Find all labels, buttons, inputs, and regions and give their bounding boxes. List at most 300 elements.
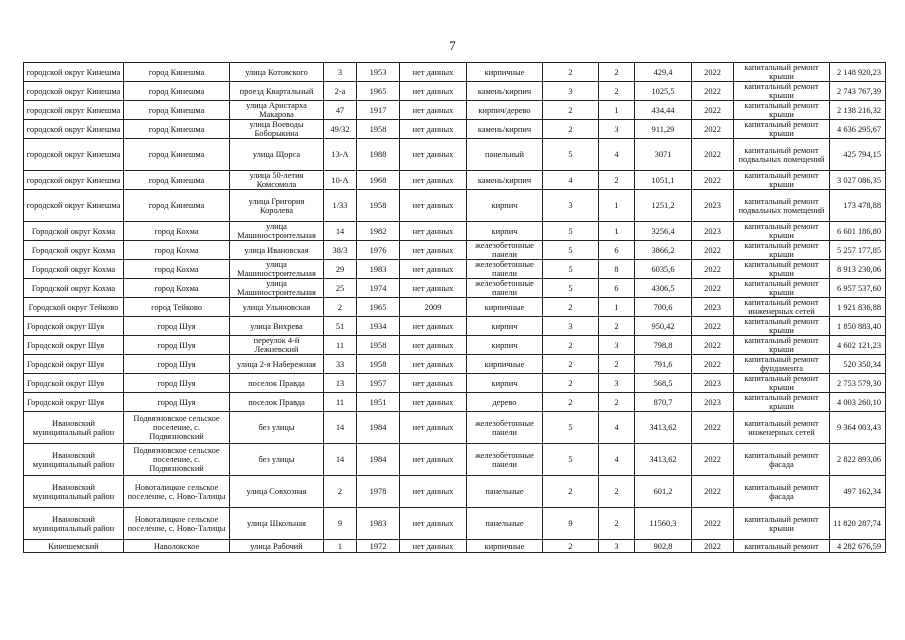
municipality-cell: Городской округ Шуя <box>24 393 124 412</box>
settlement-cell: Наволокское <box>124 540 230 553</box>
build-year-cell: 1983 <box>357 508 400 540</box>
street-cell: улица Ивановская <box>230 241 324 260</box>
work-type-cell: капитальный ремонт крыши <box>734 101 830 120</box>
municipality-cell: Городской округ Кохма <box>24 241 124 260</box>
plan-year-cell: 2022 <box>692 120 734 139</box>
municipality-cell: Городской округ Кохма <box>24 260 124 279</box>
plan-year-cell: 2022 <box>692 540 734 553</box>
street-cell: без улицы <box>230 444 324 476</box>
table-row <box>24 444 886 476</box>
last-repair-year-cell: нет данных <box>400 120 467 139</box>
wall-material-cell: кирпичные <box>467 355 543 374</box>
plan-year-cell: 2022 <box>692 260 734 279</box>
work-type-cell: капитальный ремонт крыши <box>734 171 830 190</box>
wall-material-cell: кирпич/дерево <box>467 101 543 120</box>
street-cell: улица 2-я Набережная <box>230 355 324 374</box>
entrances-cell: 2 <box>599 63 635 82</box>
table-row <box>24 190 886 222</box>
area-cell: 568,5 <box>635 374 692 393</box>
area-cell: 3413,62 <box>635 412 692 444</box>
entrances-cell: 2 <box>599 317 635 336</box>
table-row <box>24 279 886 298</box>
house-number-cell: 13-А <box>324 139 357 171</box>
table-row <box>24 298 886 317</box>
cost-cell: 5 257 177,85 <box>830 241 886 260</box>
entrances-cell: 4 <box>599 444 635 476</box>
settlement-cell: город Шуя <box>124 336 230 355</box>
house-number-cell: 3 <box>324 63 357 82</box>
entrances-cell: 8 <box>599 260 635 279</box>
table-row <box>24 120 886 139</box>
wall-material-cell: кирпич <box>467 374 543 393</box>
street-cell: улица Совхозная <box>230 476 324 508</box>
table-row <box>24 412 886 444</box>
cost-cell: 520 350,34 <box>830 355 886 374</box>
cost-cell: 4 636 295,67 <box>830 120 886 139</box>
floors-cell: 5 <box>543 412 599 444</box>
work-type-cell: капитальный ремонт инженерных сетей <box>734 412 830 444</box>
last-repair-year-cell: нет данных <box>400 101 467 120</box>
work-type-cell: капитальный ремонт подвальных помещений <box>734 139 830 171</box>
floors-cell: 5 <box>543 260 599 279</box>
house-number-cell: 47 <box>324 101 357 120</box>
settlement-cell: город Шуя <box>124 393 230 412</box>
wall-material-cell: железобетонные панели <box>467 444 543 476</box>
area-cell: 3866,2 <box>635 241 692 260</box>
wall-material-cell: камень/кирпич <box>467 82 543 101</box>
cost-cell: 3 027 086,35 <box>830 171 886 190</box>
build-year-cell: 1982 <box>357 222 400 241</box>
house-number-cell: 11 <box>324 336 357 355</box>
wall-material-cell: панельные <box>467 508 543 540</box>
entrances-cell: 1 <box>599 101 635 120</box>
plan-year-cell: 2023 <box>692 393 734 412</box>
area-cell: 3071 <box>635 139 692 171</box>
cost-cell: 2 138 216,32 <box>830 101 886 120</box>
work-type-cell: капитальный ремонт крыши <box>734 317 830 336</box>
build-year-cell: 1968 <box>357 171 400 190</box>
entrances-cell: 3 <box>599 374 635 393</box>
floors-cell: 5 <box>543 279 599 298</box>
municipality-cell: Городской округ Шуя <box>24 317 124 336</box>
repair-table <box>23 62 886 553</box>
municipality-cell: городской округ Кинешма <box>24 63 124 82</box>
area-cell: 6035,6 <box>635 260 692 279</box>
last-repair-year-cell: нет данных <box>400 355 467 374</box>
floors-cell: 9 <box>543 508 599 540</box>
municipality-cell: Ивановский муниципальный район <box>24 444 124 476</box>
wall-material-cell: камень/кирпич <box>467 171 543 190</box>
work-type-cell: капитальный ремонт крыши <box>734 222 830 241</box>
entrances-cell: 6 <box>599 241 635 260</box>
area-cell: 870,7 <box>635 393 692 412</box>
build-year-cell: 1951 <box>357 393 400 412</box>
municipality-cell: Городской округ Шуя <box>24 374 124 393</box>
municipality-cell: городской округ Кинешма <box>24 82 124 101</box>
area-cell: 911,29 <box>635 120 692 139</box>
plan-year-cell: 2023 <box>692 190 734 222</box>
street-cell: улица Котовского <box>230 63 324 82</box>
house-number-cell: 2 <box>324 298 357 317</box>
build-year-cell: 1957 <box>357 374 400 393</box>
work-type-cell: капитальный ремонт крыши <box>734 336 830 355</box>
cost-cell: 9 364 003,43 <box>830 412 886 444</box>
work-type-cell: капитальный ремонт крыши <box>734 393 830 412</box>
municipality-cell: Ивановский муниципальный район <box>24 412 124 444</box>
build-year-cell: 1976 <box>357 241 400 260</box>
floors-cell: 5 <box>543 241 599 260</box>
settlement-cell: город Шуя <box>124 355 230 374</box>
floors-cell: 2 <box>543 355 599 374</box>
settlement-cell: город Кохма <box>124 279 230 298</box>
area-cell: 601,2 <box>635 476 692 508</box>
work-type-cell: капитальный ремонт подвальных помещений <box>734 190 830 222</box>
plan-year-cell: 2022 <box>692 355 734 374</box>
work-type-cell: капитальный ремонт крыши <box>734 374 830 393</box>
build-year-cell: 1988 <box>357 139 400 171</box>
floors-cell: 2 <box>543 63 599 82</box>
house-number-cell: 2 <box>324 476 357 508</box>
build-year-cell: 1983 <box>357 260 400 279</box>
plan-year-cell: 2022 <box>692 412 734 444</box>
plan-year-cell: 2022 <box>692 101 734 120</box>
municipality-cell: Городской округ Кохма <box>24 279 124 298</box>
table-row <box>24 101 886 120</box>
work-type-cell: капитальный ремонт фундамента <box>734 355 830 374</box>
cost-cell: 8 913 230,06 <box>830 260 886 279</box>
plan-year-cell: 2023 <box>692 222 734 241</box>
last-repair-year-cell: нет данных <box>400 279 467 298</box>
house-number-cell: 49/32 <box>324 120 357 139</box>
cost-cell: 173 478,88 <box>830 190 886 222</box>
last-repair-year-cell: нет данных <box>400 540 467 553</box>
table-body <box>24 63 886 553</box>
area-cell: 1051,1 <box>635 171 692 190</box>
build-year-cell: 1953 <box>357 63 400 82</box>
street-cell: улица 50-летия Комсомола <box>230 171 324 190</box>
floors-cell: 2 <box>543 540 599 553</box>
table-row <box>24 171 886 190</box>
entrances-cell: 2 <box>599 82 635 101</box>
cost-cell: 11 820 287,74 <box>830 508 886 540</box>
last-repair-year-cell: 2009 <box>400 298 467 317</box>
settlement-cell: город Кинешма <box>124 63 230 82</box>
cost-cell: 2 822 893,06 <box>830 444 886 476</box>
house-number-cell: 1/33 <box>324 190 357 222</box>
work-type-cell: капитальный ремонт крыши <box>734 279 830 298</box>
area-cell: 429,4 <box>635 63 692 82</box>
plan-year-cell: 2022 <box>692 508 734 540</box>
wall-material-cell: кирпич <box>467 317 543 336</box>
last-repair-year-cell: нет данных <box>400 444 467 476</box>
floors-cell: 4 <box>543 171 599 190</box>
municipality-cell: Городской округ Шуя <box>24 355 124 374</box>
settlement-cell: город Кинешма <box>124 139 230 171</box>
wall-material-cell: кирпичные <box>467 63 543 82</box>
street-cell: улица Рабочий <box>230 540 324 553</box>
house-number-cell: 9 <box>324 508 357 540</box>
last-repair-year-cell: нет данных <box>400 241 467 260</box>
settlement-cell: город Кинешма <box>124 101 230 120</box>
street-cell: улица Машиностроительная <box>230 222 324 241</box>
plan-year-cell: 2022 <box>692 241 734 260</box>
area-cell: 791,6 <box>635 355 692 374</box>
floors-cell: 2 <box>543 120 599 139</box>
wall-material-cell: панельные <box>467 476 543 508</box>
wall-material-cell: кирпич <box>467 222 543 241</box>
municipality-cell: городской округ Кинешма <box>24 101 124 120</box>
work-type-cell: капитальный ремонт <box>734 540 830 553</box>
wall-material-cell: кирпичные <box>467 540 543 553</box>
last-repair-year-cell: нет данных <box>400 171 467 190</box>
area-cell: 1251,2 <box>635 190 692 222</box>
entrances-cell: 2 <box>599 355 635 374</box>
settlement-cell: город Кохма <box>124 222 230 241</box>
floors-cell: 2 <box>543 298 599 317</box>
work-type-cell: капитальный ремонт фасада <box>734 444 830 476</box>
wall-material-cell: железобетонные панели <box>467 241 543 260</box>
last-repair-year-cell: нет данных <box>400 260 467 279</box>
floors-cell: 3 <box>543 82 599 101</box>
settlement-cell: город Кинешма <box>124 171 230 190</box>
house-number-cell: 25 <box>324 279 357 298</box>
floors-cell: 3 <box>543 317 599 336</box>
table-row <box>24 222 886 241</box>
build-year-cell: 1917 <box>357 101 400 120</box>
area-cell: 11560,3 <box>635 508 692 540</box>
last-repair-year-cell: нет данных <box>400 393 467 412</box>
municipality-cell: Ивановский муниципальный район <box>24 508 124 540</box>
build-year-cell: 1972 <box>357 540 400 553</box>
last-repair-year-cell: нет данных <box>400 508 467 540</box>
work-type-cell: капитальный ремонт крыши <box>734 260 830 279</box>
wall-material-cell: кирпич <box>467 190 543 222</box>
floors-cell: 5 <box>543 222 599 241</box>
entrances-cell: 6 <box>599 279 635 298</box>
table-row <box>24 336 886 355</box>
settlement-cell: город Шуя <box>124 317 230 336</box>
work-type-cell: капитальный ремонт крыши <box>734 82 830 101</box>
wall-material-cell: железобетонные панели <box>467 412 543 444</box>
table-row <box>24 139 886 171</box>
build-year-cell: 1965 <box>357 298 400 317</box>
street-cell: улица Воеводы Боборыкина <box>230 120 324 139</box>
area-cell: 798,8 <box>635 336 692 355</box>
house-number-cell: 14 <box>324 222 357 241</box>
wall-material-cell: кирпич <box>467 336 543 355</box>
street-cell: без улицы <box>230 412 324 444</box>
street-cell: улица Машиностроительная <box>230 279 324 298</box>
municipality-cell: городской округ Кинешма <box>24 171 124 190</box>
last-repair-year-cell: нет данных <box>400 139 467 171</box>
area-cell: 700,6 <box>635 298 692 317</box>
floors-cell: 3 <box>543 190 599 222</box>
floors-cell: 5 <box>543 139 599 171</box>
entrances-cell: 2 <box>599 171 635 190</box>
entrances-cell: 2 <box>599 508 635 540</box>
street-cell: улица Григория Королева <box>230 190 324 222</box>
floors-cell: 5 <box>543 444 599 476</box>
settlement-cell: город Тейково <box>124 298 230 317</box>
entrances-cell: 4 <box>599 139 635 171</box>
build-year-cell: 1934 <box>357 317 400 336</box>
entrances-cell: 1 <box>599 190 635 222</box>
cost-cell: 497 162,34 <box>830 476 886 508</box>
street-cell: улица Школьная <box>230 508 324 540</box>
house-number-cell: 38/3 <box>324 241 357 260</box>
settlement-cell: город Кохма <box>124 260 230 279</box>
settlement-cell: город Кинешма <box>124 190 230 222</box>
table-row <box>24 374 886 393</box>
cost-cell: 2 148 920,23 <box>830 63 886 82</box>
street-cell: переулок 4-й Лежневский <box>230 336 324 355</box>
last-repair-year-cell: нет данных <box>400 317 467 336</box>
area-cell: 1025,5 <box>635 82 692 101</box>
floors-cell: 2 <box>543 374 599 393</box>
settlement-cell: город Кинешма <box>124 82 230 101</box>
last-repair-year-cell: нет данных <box>400 412 467 444</box>
floors-cell: 2 <box>543 476 599 508</box>
floors-cell: 2 <box>543 101 599 120</box>
area-cell: 4306,5 <box>635 279 692 298</box>
cost-cell: 425 794,15 <box>830 139 886 171</box>
house-number-cell: 51 <box>324 317 357 336</box>
entrances-cell: 2 <box>599 393 635 412</box>
municipality-cell: Городской округ Шуя <box>24 336 124 355</box>
wall-material-cell: дерево <box>467 393 543 412</box>
street-cell: улица Аристарха Макарова <box>230 101 324 120</box>
build-year-cell: 1984 <box>357 444 400 476</box>
street-cell: улица Машиностроительная <box>230 260 324 279</box>
house-number-cell: 29 <box>324 260 357 279</box>
table-row <box>24 317 886 336</box>
build-year-cell: 1974 <box>357 279 400 298</box>
area-cell: 3413,62 <box>635 444 692 476</box>
street-cell: поселок Правда <box>230 374 324 393</box>
cost-cell: 2 743 767,39 <box>830 82 886 101</box>
build-year-cell: 1958 <box>357 190 400 222</box>
work-type-cell: капитальный ремонт крыши <box>734 120 830 139</box>
table-row <box>24 241 886 260</box>
entrances-cell: 3 <box>599 540 635 553</box>
entrances-cell: 3 <box>599 120 635 139</box>
table-row <box>24 508 886 540</box>
cost-cell: 6 601 186,80 <box>830 222 886 241</box>
settlement-cell: город Шуя <box>124 374 230 393</box>
municipality-cell: городской округ Кинешма <box>24 190 124 222</box>
area-cell: 434,44 <box>635 101 692 120</box>
table-row <box>24 260 886 279</box>
table-row <box>24 393 886 412</box>
plan-year-cell: 2022 <box>692 336 734 355</box>
municipality-cell: городской округ Кинешма <box>24 139 124 171</box>
area-cell: 902,8 <box>635 540 692 553</box>
last-repair-year-cell: нет данных <box>400 190 467 222</box>
street-cell: улица Ульяновская <box>230 298 324 317</box>
cost-cell: 2 753 579,30 <box>830 374 886 393</box>
settlement-cell: Подвязновское сельское поселение, с. Подвязновский <box>124 444 230 476</box>
last-repair-year-cell: нет данных <box>400 82 467 101</box>
plan-year-cell: 2022 <box>692 279 734 298</box>
house-number-cell: 1 <box>324 540 357 553</box>
cost-cell: 1 921 836,88 <box>830 298 886 317</box>
page-number: 7 <box>449 38 456 53</box>
plan-year-cell: 2022 <box>692 444 734 476</box>
plan-year-cell: 2022 <box>692 63 734 82</box>
area-cell: 3256,4 <box>635 222 692 241</box>
build-year-cell: 1958 <box>357 355 400 374</box>
municipality-cell: Городской округ Кохма <box>24 222 124 241</box>
build-year-cell: 1958 <box>357 120 400 139</box>
municipality-cell: Городской округ Тейково <box>24 298 124 317</box>
work-type-cell: капитальный ремонт фасада <box>734 476 830 508</box>
cost-cell: 4 602 121,23 <box>830 336 886 355</box>
municipality-cell: городской округ Кинешма <box>24 120 124 139</box>
wall-material-cell: камень/кирпич <box>467 120 543 139</box>
entrances-cell: 1 <box>599 222 635 241</box>
settlement-cell: Новоталицкое сельское поселение, с. Ново-Талицы <box>124 476 230 508</box>
settlement-cell: Подвязновское сельское поселение, с. Подвязновский <box>124 412 230 444</box>
street-cell: улица Щорса <box>230 139 324 171</box>
floors-cell: 2 <box>543 336 599 355</box>
street-cell: проезд Квартальный <box>230 82 324 101</box>
wall-material-cell: железобетонные панели <box>467 279 543 298</box>
house-number-cell: 14 <box>324 412 357 444</box>
table-row <box>24 82 886 101</box>
plan-year-cell: 2022 <box>692 171 734 190</box>
work-type-cell: капитальный ремонт крыши <box>734 63 830 82</box>
settlement-cell: город Кохма <box>124 241 230 260</box>
cost-cell: 6 957 537,60 <box>830 279 886 298</box>
house-number-cell: 14 <box>324 444 357 476</box>
table-row <box>24 476 886 508</box>
last-repair-year-cell: нет данных <box>400 476 467 508</box>
wall-material-cell: кирпичные <box>467 298 543 317</box>
plan-year-cell: 2022 <box>692 82 734 101</box>
work-type-cell: капитальный ремонт крыши <box>734 508 830 540</box>
last-repair-year-cell: нет данных <box>400 63 467 82</box>
table-row <box>24 63 886 82</box>
build-year-cell: 1984 <box>357 412 400 444</box>
work-type-cell: капитальный ремонт крыши <box>734 241 830 260</box>
street-cell: поселок Правда <box>230 393 324 412</box>
cost-cell: 1 850 883,40 <box>830 317 886 336</box>
build-year-cell: 1965 <box>357 82 400 101</box>
plan-year-cell: 2022 <box>692 317 734 336</box>
entrances-cell: 3 <box>599 336 635 355</box>
settlement-cell: город Кинешма <box>124 120 230 139</box>
wall-material-cell: железобетонные панели <box>467 260 543 279</box>
municipality-cell: Кинешемский <box>24 540 124 553</box>
table-row <box>24 355 886 374</box>
cost-cell: 4 282 676,59 <box>830 540 886 553</box>
floors-cell: 2 <box>543 393 599 412</box>
house-number-cell: 33 <box>324 355 357 374</box>
entrances-cell: 2 <box>599 476 635 508</box>
municipality-cell: Ивановский муниципальный район <box>24 476 124 508</box>
plan-year-cell: 2023 <box>692 298 734 317</box>
house-number-cell: 2-а <box>324 82 357 101</box>
build-year-cell: 1958 <box>357 336 400 355</box>
last-repair-year-cell: нет данных <box>400 336 467 355</box>
house-number-cell: 10-А <box>324 171 357 190</box>
plan-year-cell: 2022 <box>692 139 734 171</box>
plan-year-cell: 2023 <box>692 374 734 393</box>
work-type-cell: капитальный ремонт инженерных сетей <box>734 298 830 317</box>
area-cell: 950,42 <box>635 317 692 336</box>
entrances-cell: 1 <box>599 298 635 317</box>
last-repair-year-cell: нет данных <box>400 374 467 393</box>
